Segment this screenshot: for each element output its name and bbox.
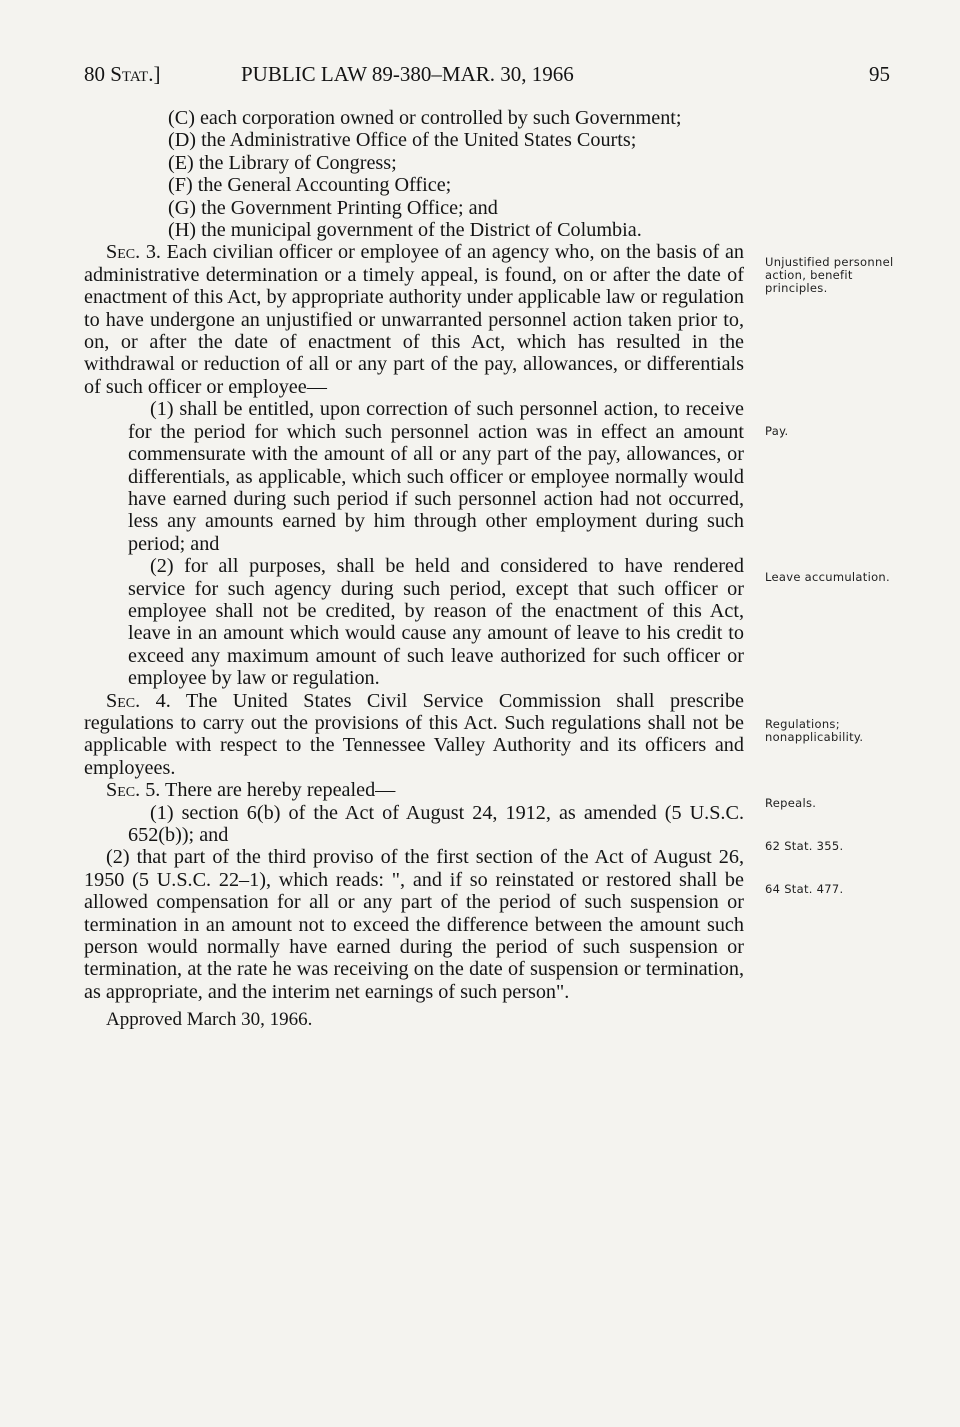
section-5 bbox=[84, 779, 744, 801]
section-label: Sec. 3. bbox=[106, 241, 161, 264]
section-text: Each civilian officer or employee of an agency who, on the basis of an administrative determination or a timely appeal, is found, on or after the date of enactment of this Act, by appropriate authority under applicable law or regulation to have undergone an unjustified or unwarranted personnel action taken prior to, on, or after the date of enactment of this Act, which has resulted in the withdrawal or reduction of all or any part of the pay, allowances, or differentials of such officer or employee— bbox=[84, 241, 745, 398]
body-text bbox=[84, 107, 744, 1032]
section-label: Sec. 4. bbox=[106, 689, 171, 712]
margin-note-leave: Leave accumulation. bbox=[765, 570, 890, 584]
margin-note-stat-62: 62 Stat. 355. bbox=[765, 839, 844, 853]
section-text: There are hereby repealed— bbox=[165, 779, 396, 802]
section-4 bbox=[84, 690, 744, 780]
approval-line: Approved March 30, 1966. bbox=[106, 1009, 313, 1031]
running-header bbox=[84, 62, 890, 92]
section-3-para-2: (2) for all purposes, shall be held and considered to have rendered service for such agency during such period, except that such officer or employee shall not be credited, by reason of the enactment of this Act, leave in an amount which would cause any amount of leave to his credit to exceed any maximum amount of such leave authorized for such officer or employee by law or regulation. bbox=[128, 555, 744, 690]
list-item: (E) the Library of Congress; bbox=[168, 151, 397, 174]
section-text: The United States Civil Service Commission shall prescribe regulations to carry out the provisions of this Act. Such regulations shall not be applicable with respect to the Tennessee Valley Authority and its officers and employees. bbox=[84, 689, 744, 779]
list-item: (H) the municipal government of the District of Columbia. bbox=[168, 219, 642, 242]
list-item: (D) the Administrative Office of the United States Courts; bbox=[168, 129, 637, 152]
page-number: 95 bbox=[869, 62, 890, 86]
margin-note-stat-64: 64 Stat. 477. bbox=[765, 882, 844, 896]
margin-note-regulations: Regulations; nonapplicability. bbox=[765, 717, 864, 744]
margin-note-unjustified: Unjustified personnel action, benefit principles. bbox=[765, 255, 894, 295]
page-title: PUBLIC LAW 89-380–MAR. 30, 1966 bbox=[241, 62, 574, 86]
section-5-para-2: (2) that part of the third proviso of the first section of the Act of August 26, 1950 (5 U.S.C. 22–1), which reads: ", and if so reinstated or restored shall be allowed compensation for all or any part of the period of such suspension or termination in an amount not to exceed the difference between the amount such person would normally have earned during the period of such suspension or termination, at the rate he was receiving on the date of suspension or termination, as appropriate, and the interim net earnings of such person". bbox=[84, 846, 744, 1003]
list-item: (G) the Government Printing Office; and bbox=[168, 196, 498, 219]
section-label: Sec. 5. bbox=[106, 779, 161, 802]
margin-note-pay: Pay. bbox=[765, 424, 789, 438]
margin-note-repeals: Repeals. bbox=[765, 796, 817, 810]
section-3 bbox=[84, 241, 744, 398]
statute-volume: 80 Stat.] bbox=[84, 62, 161, 86]
section-5-para-1: (1) section 6(b) of the Act of August 24, 1912, as amended (5 U.S.C. 652(b)); and bbox=[128, 801, 744, 846]
section-3-para-1: (1) shall be entitled, upon correction of such personnel action, to receive for the period for which such personnel action was in effect an amount commensurate with the amount of all or any part of the pay, allowances, or differentials, as applicable, which such officer or employee normally would have earned during such period if such personnel action had not occurred, less any amounts earned by him through other employment during such period; and bbox=[128, 398, 744, 555]
list-item: (F) the General Accounting Office; bbox=[168, 174, 452, 197]
list-item: (C) each corporation owned or controlled by such Government; bbox=[168, 107, 682, 129]
